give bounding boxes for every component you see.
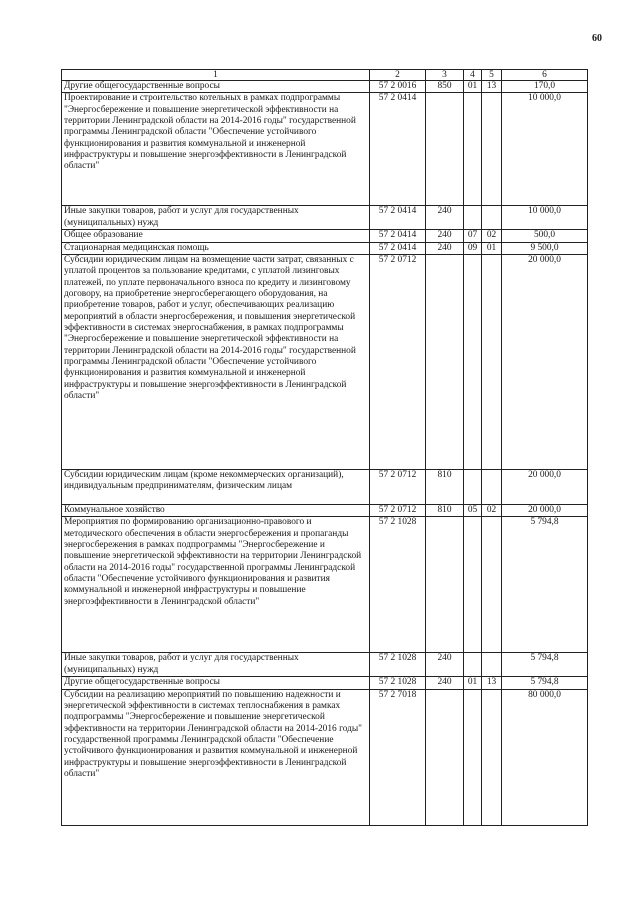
table-row bbox=[62, 93, 588, 206]
table-row bbox=[62, 653, 588, 677]
header-col-5: 5 bbox=[482, 70, 502, 81]
row-amount: 20 000,0 bbox=[502, 505, 588, 517]
row-code: 57 2 0414 bbox=[370, 93, 426, 206]
row-name: Мероприятия по формированию организационно-правового и методического обеспечения в области энергосбережения и пропаганды энергосбережения в рамках подпрограммы "Энергосбережение и повышение энергетической эффективности на территории Ленинградской области на 2014-2016 годы" государственной программы Ленинградской области "Обеспечение устойчивого функционирования и развития коммунальной и инженерной инфраструктуры и повышение энергоэффективности в Ленинградской области" bbox=[62, 517, 370, 653]
row-code: 57 2 0414 bbox=[370, 206, 426, 230]
row-subsection bbox=[482, 470, 502, 505]
row-expense-type bbox=[426, 255, 464, 470]
row-name: Субсидии юридическим лицам на возмещение части затрат, связанных с уплатой процентов за пользование кредитами, с уплатой лизинговых платежей, по уплате первоначального взноса по кредиту и лизинговому договору, на приобретение энергосберегающего оборудования, на приобретение товаров, работ и услуг, обеспечивающих реализацию мероприятий в области энергосбережения, и повышения энергетической эффективности в системах энергоснабжения, в рамках подпрограммы "Энергосбережение и повышение энергетической эффективности на территории Ленинградской области на 2014-2016 годы" государственной программы Ленинградской области "Обеспечение устойчивого функционирования и развития коммунальной и инженерной инфраструктуры и повышение энергоэффективности в Ленинградской области" bbox=[62, 255, 370, 470]
row-code: 57 2 0016 bbox=[370, 81, 426, 93]
table-row bbox=[62, 677, 588, 689]
table-body bbox=[62, 81, 588, 826]
row-section: 09 bbox=[464, 242, 482, 254]
row-subsection: 13 bbox=[482, 677, 502, 689]
row-code: 57 2 0712 bbox=[370, 255, 426, 470]
row-amount: 170,0 bbox=[502, 81, 588, 93]
row-expense-type: 850 bbox=[426, 81, 464, 93]
row-subsection: 02 bbox=[482, 230, 502, 242]
page-number: 60 bbox=[592, 33, 602, 44]
row-expense-type bbox=[426, 517, 464, 653]
row-expense-type: 810 bbox=[426, 470, 464, 505]
row-name: Стационарная медицинская помощь bbox=[62, 242, 370, 254]
header-col-4: 4 bbox=[464, 70, 482, 81]
row-section: 07 bbox=[464, 230, 482, 242]
row-expense-type: 240 bbox=[426, 230, 464, 242]
row-name: Проектирование и строительство котельных в рамках подпрограммы "Энергосбережение и повышение энергетической эффективности на территории Ленинградской области на 2014-2016 годы" государственной программы Ленинградской области "Обеспечение устойчивого функционирования и развития коммунальной и инженерной инфраструктуры и повышение энергоэффективности в Ленинградской области" bbox=[62, 93, 370, 206]
row-section bbox=[464, 517, 482, 653]
row-subsection: 13 bbox=[482, 81, 502, 93]
budget-table bbox=[61, 69, 588, 826]
row-code: 57 2 1028 bbox=[370, 677, 426, 689]
table-row bbox=[62, 255, 588, 470]
row-section: 01 bbox=[464, 81, 482, 93]
row-expense-type: 240 bbox=[426, 677, 464, 689]
row-amount: 20 000,0 bbox=[502, 255, 588, 470]
row-code: 57 2 0712 bbox=[370, 505, 426, 517]
row-subsection: 02 bbox=[482, 505, 502, 517]
row-section bbox=[464, 470, 482, 505]
row-section: 01 bbox=[464, 677, 482, 689]
row-section bbox=[464, 653, 482, 677]
row-code: 57 2 1028 bbox=[370, 653, 426, 677]
row-name: Другие общегосударственные вопросы bbox=[62, 81, 370, 93]
header-col-1: 1 bbox=[62, 70, 370, 81]
row-code: 57 2 0414 bbox=[370, 230, 426, 242]
row-section bbox=[464, 93, 482, 206]
row-subsection bbox=[482, 93, 502, 206]
row-subsection bbox=[482, 653, 502, 677]
row-code: 57 2 1028 bbox=[370, 517, 426, 653]
row-name: Субсидии юридическим лицам (кроме некоммерческих организаций), индивидуальным предпринимателям, физическим лицам bbox=[62, 470, 370, 505]
row-amount: 5 794,8 bbox=[502, 677, 588, 689]
row-section bbox=[464, 206, 482, 230]
row-expense-type: 810 bbox=[426, 505, 464, 517]
row-subsection bbox=[482, 689, 502, 825]
table-row bbox=[62, 470, 588, 505]
row-expense-type: 240 bbox=[426, 653, 464, 677]
row-name: Иные закупки товаров, работ и услуг для государственных (муниципальных) нужд bbox=[62, 206, 370, 230]
row-section: 05 bbox=[464, 505, 482, 517]
row-section bbox=[464, 255, 482, 470]
row-expense-type bbox=[426, 689, 464, 825]
row-amount: 5 794,8 bbox=[502, 653, 588, 677]
row-amount: 10 000,0 bbox=[502, 93, 588, 206]
row-expense-type: 240 bbox=[426, 242, 464, 254]
row-name: Другие общегосударственные вопросы bbox=[62, 677, 370, 689]
row-amount: 9 500,0 bbox=[502, 242, 588, 254]
header-col-3: 3 bbox=[426, 70, 464, 81]
header-col-6: 6 bbox=[502, 70, 588, 81]
table-row bbox=[62, 206, 588, 230]
table-row bbox=[62, 517, 588, 653]
row-expense-type bbox=[426, 93, 464, 206]
table-row bbox=[62, 81, 588, 93]
row-name: Субсидии на реализацию мероприятий по повышению надежности и энергетической эффективности в системах теплоснабжения в рамках подпрограммы "Энергосбережение и повышение энергетической эффективности на территории Ленинградской области на 2014-2016 годы" государственной программы Ленинградской области "Обеспечение устойчивого функционирования и развития коммунальной и инженерной инфраструктуры и повышение энергоэффективности в Ленинградской области" bbox=[62, 689, 370, 825]
row-name: Иные закупки товаров, работ и услуг для государственных (муниципальных) нужд bbox=[62, 653, 370, 677]
row-subsection: 01 bbox=[482, 242, 502, 254]
row-amount: 80 000,0 bbox=[502, 689, 588, 825]
table-row bbox=[62, 242, 588, 254]
header-col-2: 2 bbox=[370, 70, 426, 81]
row-amount: 20 000,0 bbox=[502, 470, 588, 505]
table-row bbox=[62, 230, 588, 242]
row-code: 57 2 0712 bbox=[370, 470, 426, 505]
row-amount: 10 000,0 bbox=[502, 206, 588, 230]
row-code: 57 2 7018 bbox=[370, 689, 426, 825]
row-subsection bbox=[482, 206, 502, 230]
row-section bbox=[464, 689, 482, 825]
table-row bbox=[62, 689, 588, 825]
header-row bbox=[62, 70, 588, 81]
row-name: Коммунальное хозяйство bbox=[62, 505, 370, 517]
row-subsection bbox=[482, 255, 502, 470]
row-amount: 5 794,8 bbox=[502, 517, 588, 653]
row-subsection bbox=[482, 517, 502, 653]
row-code: 57 2 0414 bbox=[370, 242, 426, 254]
row-name: Общее образование bbox=[62, 230, 370, 242]
table-row bbox=[62, 505, 588, 517]
row-amount: 500,0 bbox=[502, 230, 588, 242]
row-expense-type: 240 bbox=[426, 206, 464, 230]
